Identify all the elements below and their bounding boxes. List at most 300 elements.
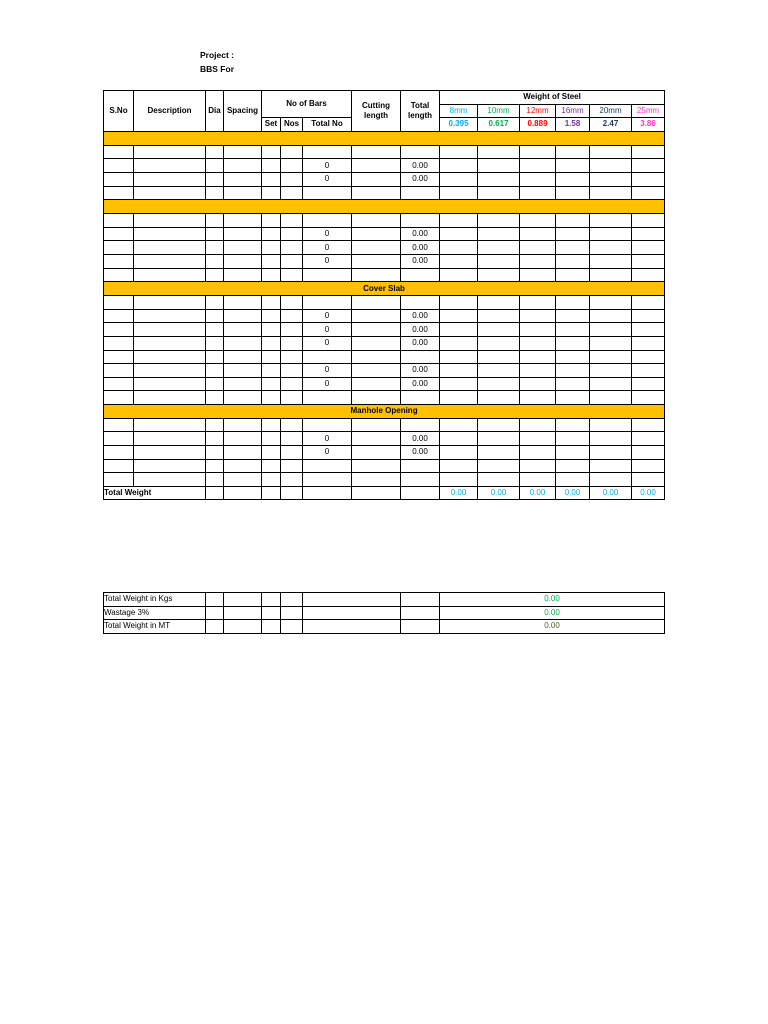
- cell[interactable]: [440, 350, 478, 364]
- header-weight-of-steel[interactable]: Weight of Steel: [440, 91, 665, 105]
- cell[interactable]: [352, 214, 401, 228]
- cell[interactable]: [224, 606, 262, 620]
- cell[interactable]: [224, 620, 262, 634]
- cell[interactable]: [520, 268, 556, 282]
- cell[interactable]: [262, 364, 281, 378]
- cell[interactable]: [478, 336, 520, 350]
- cell[interactable]: [104, 418, 134, 432]
- cell[interactable]: [104, 364, 134, 378]
- cell[interactable]: [352, 418, 401, 432]
- unit-weight-16mm[interactable]: 1.58: [556, 118, 590, 132]
- cell[interactable]: [262, 593, 281, 607]
- cell[interactable]: [590, 172, 632, 186]
- cell[interactable]: [401, 350, 440, 364]
- cell[interactable]: [224, 214, 262, 228]
- cell[interactable]: [478, 241, 520, 255]
- cell[interactable]: [440, 296, 478, 310]
- cell[interactable]: [224, 593, 262, 607]
- cell[interactable]: [206, 391, 224, 405]
- cell[interactable]: [401, 186, 440, 200]
- cell[interactable]: [520, 377, 556, 391]
- cell[interactable]: [104, 473, 134, 487]
- cell[interactable]: [281, 145, 303, 159]
- cell[interactable]: [352, 336, 401, 350]
- cell[interactable]: [281, 606, 303, 620]
- cell[interactable]: [206, 446, 224, 460]
- cell[interactable]: [224, 486, 262, 499]
- cell[interactable]: [206, 159, 224, 173]
- total-no-cell[interactable]: 0: [303, 241, 352, 255]
- unit-weight-8mm[interactable]: 0.395: [440, 118, 478, 132]
- cell[interactable]: [590, 432, 632, 446]
- cell[interactable]: [206, 486, 224, 499]
- cell[interactable]: [401, 473, 440, 487]
- summary-label[interactable]: Wastage 3%: [104, 606, 206, 620]
- cell[interactable]: [440, 391, 478, 405]
- cell[interactable]: [303, 606, 401, 620]
- summary-value[interactable]: 0.00: [440, 593, 665, 607]
- dia-size-20mm[interactable]: 20mm: [590, 104, 632, 118]
- cell[interactable]: [303, 418, 352, 432]
- cell[interactable]: [262, 296, 281, 310]
- cell[interactable]: [556, 446, 590, 460]
- cell[interactable]: [590, 186, 632, 200]
- cell[interactable]: [206, 241, 224, 255]
- cell[interactable]: [262, 268, 281, 282]
- cell[interactable]: [440, 145, 478, 159]
- cell[interactable]: [520, 254, 556, 268]
- cell[interactable]: [224, 364, 262, 378]
- total-no-cell[interactable]: 0: [303, 227, 352, 241]
- total-no-cell[interactable]: 0: [303, 254, 352, 268]
- cell[interactable]: [303, 593, 401, 607]
- cell[interactable]: [206, 364, 224, 378]
- cell[interactable]: [478, 391, 520, 405]
- cell[interactable]: [224, 473, 262, 487]
- cell[interactable]: [520, 350, 556, 364]
- cell[interactable]: [262, 418, 281, 432]
- cell[interactable]: [281, 254, 303, 268]
- cell[interactable]: [206, 309, 224, 323]
- cell[interactable]: [104, 159, 134, 173]
- cell[interactable]: [224, 145, 262, 159]
- cell[interactable]: [281, 268, 303, 282]
- cell[interactable]: [206, 323, 224, 337]
- cell[interactable]: [632, 323, 665, 337]
- cell[interactable]: [281, 486, 303, 499]
- cell[interactable]: [440, 323, 478, 337]
- cell[interactable]: [104, 459, 134, 473]
- cell[interactable]: [134, 145, 206, 159]
- cell[interactable]: [262, 486, 281, 499]
- cell[interactable]: [440, 254, 478, 268]
- cell[interactable]: [352, 446, 401, 460]
- cell[interactable]: [206, 227, 224, 241]
- cell[interactable]: [440, 446, 478, 460]
- cell[interactable]: [590, 377, 632, 391]
- cell[interactable]: [520, 364, 556, 378]
- cell[interactable]: [556, 432, 590, 446]
- cell[interactable]: [632, 227, 665, 241]
- cell[interactable]: [281, 186, 303, 200]
- cell[interactable]: [556, 364, 590, 378]
- cell[interactable]: [262, 446, 281, 460]
- cell[interactable]: [556, 418, 590, 432]
- cell[interactable]: [206, 459, 224, 473]
- cell[interactable]: [206, 377, 224, 391]
- cell[interactable]: [520, 446, 556, 460]
- cell[interactable]: [556, 268, 590, 282]
- cell[interactable]: [590, 159, 632, 173]
- cell[interactable]: [206, 268, 224, 282]
- cell[interactable]: [224, 459, 262, 473]
- cell[interactable]: [590, 446, 632, 460]
- cell[interactable]: [104, 377, 134, 391]
- cell[interactable]: [262, 336, 281, 350]
- cell[interactable]: [352, 296, 401, 310]
- cell[interactable]: [632, 350, 665, 364]
- cell[interactable]: [206, 473, 224, 487]
- total-length-cell[interactable]: 0.00: [401, 172, 440, 186]
- total-length-cell[interactable]: 0.00: [401, 323, 440, 337]
- cell[interactable]: [401, 418, 440, 432]
- cell[interactable]: [281, 473, 303, 487]
- cell[interactable]: [440, 227, 478, 241]
- cell[interactable]: [104, 172, 134, 186]
- cell[interactable]: [440, 186, 478, 200]
- cell[interactable]: [134, 364, 206, 378]
- cell[interactable]: [352, 350, 401, 364]
- cell[interactable]: [262, 172, 281, 186]
- dia-size-10mm[interactable]: 10mm: [478, 104, 520, 118]
- cell[interactable]: [352, 377, 401, 391]
- cell[interactable]: [478, 418, 520, 432]
- cell[interactable]: [262, 350, 281, 364]
- cell[interactable]: [104, 323, 134, 337]
- cell[interactable]: [303, 620, 401, 634]
- cell[interactable]: [440, 473, 478, 487]
- cell[interactable]: [352, 186, 401, 200]
- cell[interactable]: [134, 323, 206, 337]
- cell[interactable]: [401, 620, 440, 634]
- total-weight-label[interactable]: Total Weight: [104, 486, 206, 499]
- section-title[interactable]: Cover Slab: [104, 282, 665, 296]
- cell[interactable]: [104, 214, 134, 228]
- total-no-cell[interactable]: 0: [303, 377, 352, 391]
- cell[interactable]: [632, 391, 665, 405]
- unit-weight-20mm[interactable]: 2.47: [590, 118, 632, 132]
- total-length-cell[interactable]: 0.00: [401, 241, 440, 255]
- cell[interactable]: [352, 268, 401, 282]
- cell[interactable]: [224, 323, 262, 337]
- cell[interactable]: [590, 241, 632, 255]
- cell[interactable]: [590, 364, 632, 378]
- header-nos[interactable]: Nos: [281, 118, 303, 132]
- cell[interactable]: [303, 473, 352, 487]
- cell[interactable]: [134, 418, 206, 432]
- cell[interactable]: [262, 323, 281, 337]
- header-total-length[interactable]: Total length: [401, 91, 440, 132]
- cell[interactable]: [556, 309, 590, 323]
- cell[interactable]: [478, 172, 520, 186]
- cell[interactable]: [134, 159, 206, 173]
- cell[interactable]: [520, 309, 556, 323]
- cell[interactable]: [478, 159, 520, 173]
- total-length-cell[interactable]: 0.00: [401, 432, 440, 446]
- cell[interactable]: [478, 364, 520, 378]
- section-title[interactable]: [104, 131, 665, 145]
- header-set[interactable]: Set: [262, 118, 281, 132]
- cell[interactable]: [352, 391, 401, 405]
- cell[interactable]: [590, 227, 632, 241]
- unit-weight-25mm[interactable]: 3.86: [632, 118, 665, 132]
- total-length-cell[interactable]: 0.00: [401, 254, 440, 268]
- cell[interactable]: [478, 309, 520, 323]
- section-title[interactable]: Manhole Opening: [104, 404, 665, 418]
- cell[interactable]: [401, 268, 440, 282]
- cell[interactable]: [303, 296, 352, 310]
- cell[interactable]: [478, 459, 520, 473]
- cell[interactable]: [440, 418, 478, 432]
- cell[interactable]: [206, 254, 224, 268]
- cell[interactable]: [224, 446, 262, 460]
- cell[interactable]: [401, 459, 440, 473]
- cell[interactable]: [262, 432, 281, 446]
- total-no-cell[interactable]: 0: [303, 309, 352, 323]
- cell[interactable]: [134, 377, 206, 391]
- cell[interactable]: [520, 296, 556, 310]
- cell[interactable]: [224, 241, 262, 255]
- cell[interactable]: [440, 214, 478, 228]
- cell[interactable]: [556, 227, 590, 241]
- cell[interactable]: [281, 391, 303, 405]
- cell[interactable]: [632, 254, 665, 268]
- cell[interactable]: [632, 159, 665, 173]
- cell[interactable]: [440, 159, 478, 173]
- cell[interactable]: [262, 186, 281, 200]
- cell[interactable]: [262, 159, 281, 173]
- cell[interactable]: [556, 323, 590, 337]
- cell[interactable]: [352, 323, 401, 337]
- cell[interactable]: [401, 486, 440, 499]
- cell[interactable]: [206, 606, 224, 620]
- cell[interactable]: [478, 473, 520, 487]
- header-no-of-bars[interactable]: No of Bars: [262, 91, 352, 118]
- header-cutting-length[interactable]: Cutting length: [352, 91, 401, 132]
- cell[interactable]: [206, 593, 224, 607]
- cell[interactable]: [556, 350, 590, 364]
- cell[interactable]: [440, 172, 478, 186]
- total-weight-12mm[interactable]: 0.00: [520, 486, 556, 499]
- cell[interactable]: [134, 473, 206, 487]
- cell[interactable]: [590, 309, 632, 323]
- cell[interactable]: [281, 377, 303, 391]
- cell[interactable]: [478, 145, 520, 159]
- cell[interactable]: [590, 323, 632, 337]
- cell[interactable]: [590, 473, 632, 487]
- cell[interactable]: [224, 227, 262, 241]
- cell[interactable]: [556, 241, 590, 255]
- cell[interactable]: [104, 296, 134, 310]
- cell[interactable]: [262, 391, 281, 405]
- cell[interactable]: [632, 309, 665, 323]
- cell[interactable]: [104, 336, 134, 350]
- cell[interactable]: [206, 186, 224, 200]
- summary-value[interactable]: 0.00: [440, 620, 665, 634]
- cell[interactable]: [134, 172, 206, 186]
- cell[interactable]: [281, 350, 303, 364]
- cell[interactable]: [520, 227, 556, 241]
- cell[interactable]: [478, 323, 520, 337]
- cell[interactable]: [262, 214, 281, 228]
- cell[interactable]: [104, 254, 134, 268]
- cell[interactable]: [352, 159, 401, 173]
- cell[interactable]: [224, 159, 262, 173]
- summary-label[interactable]: Total Weight in MT: [104, 620, 206, 634]
- cell[interactable]: [632, 364, 665, 378]
- cell[interactable]: [440, 241, 478, 255]
- cell[interactable]: [281, 323, 303, 337]
- cell[interactable]: [281, 172, 303, 186]
- header-sno[interactable]: S.No: [104, 91, 134, 132]
- cell[interactable]: [104, 227, 134, 241]
- cell[interactable]: [520, 186, 556, 200]
- cell[interactable]: [104, 446, 134, 460]
- cell[interactable]: [134, 186, 206, 200]
- cell[interactable]: [224, 254, 262, 268]
- cell[interactable]: [440, 377, 478, 391]
- cell[interactable]: [281, 159, 303, 173]
- cell[interactable]: [440, 309, 478, 323]
- cell[interactable]: [262, 377, 281, 391]
- cell[interactable]: [104, 309, 134, 323]
- cell[interactable]: [401, 296, 440, 310]
- cell[interactable]: [224, 296, 262, 310]
- cell[interactable]: [520, 241, 556, 255]
- cell[interactable]: [401, 391, 440, 405]
- cell[interactable]: [590, 214, 632, 228]
- cell[interactable]: [352, 227, 401, 241]
- cell[interactable]: [281, 309, 303, 323]
- summary-value[interactable]: 0.00: [440, 606, 665, 620]
- cell[interactable]: [478, 254, 520, 268]
- cell[interactable]: [632, 473, 665, 487]
- cell[interactable]: [104, 241, 134, 255]
- cell[interactable]: [520, 214, 556, 228]
- cell[interactable]: [134, 459, 206, 473]
- cell[interactable]: [590, 418, 632, 432]
- cell[interactable]: [224, 268, 262, 282]
- cell[interactable]: [352, 254, 401, 268]
- cell[interactable]: [206, 214, 224, 228]
- cell[interactable]: [352, 459, 401, 473]
- cell[interactable]: [303, 459, 352, 473]
- cell[interactable]: [224, 432, 262, 446]
- cell[interactable]: [206, 336, 224, 350]
- total-no-cell[interactable]: 0: [303, 446, 352, 460]
- cell[interactable]: [224, 377, 262, 391]
- cell[interactable]: [590, 336, 632, 350]
- cell[interactable]: [206, 172, 224, 186]
- section-title[interactable]: [104, 200, 665, 214]
- cell[interactable]: [478, 350, 520, 364]
- cell[interactable]: [556, 377, 590, 391]
- cell[interactable]: [556, 459, 590, 473]
- cell[interactable]: [590, 459, 632, 473]
- cell[interactable]: [134, 309, 206, 323]
- cell[interactable]: [352, 486, 401, 499]
- cell[interactable]: [632, 459, 665, 473]
- cell[interactable]: [262, 473, 281, 487]
- cell[interactable]: [281, 241, 303, 255]
- cell[interactable]: [262, 459, 281, 473]
- cell[interactable]: [556, 336, 590, 350]
- total-no-cell[interactable]: 0: [303, 364, 352, 378]
- cell[interactable]: [134, 214, 206, 228]
- cell[interactable]: [224, 309, 262, 323]
- cell[interactable]: [632, 268, 665, 282]
- cell[interactable]: [478, 186, 520, 200]
- cell[interactable]: [281, 418, 303, 432]
- cell[interactable]: [556, 186, 590, 200]
- cell[interactable]: [590, 268, 632, 282]
- total-weight-20mm[interactable]: 0.00: [590, 486, 632, 499]
- cell[interactable]: [104, 391, 134, 405]
- cell[interactable]: [556, 296, 590, 310]
- dia-size-12mm[interactable]: 12mm: [520, 104, 556, 118]
- cell[interactable]: [262, 254, 281, 268]
- cell[interactable]: [632, 296, 665, 310]
- cell[interactable]: [303, 391, 352, 405]
- cell[interactable]: [134, 336, 206, 350]
- cell[interactable]: [556, 172, 590, 186]
- cell[interactable]: [206, 418, 224, 432]
- cell[interactable]: [104, 145, 134, 159]
- cell[interactable]: [632, 432, 665, 446]
- cell[interactable]: [303, 350, 352, 364]
- cell[interactable]: [632, 172, 665, 186]
- cell[interactable]: [556, 159, 590, 173]
- cell[interactable]: [262, 241, 281, 255]
- cell[interactable]: [303, 214, 352, 228]
- cell[interactable]: [104, 432, 134, 446]
- unit-weight-12mm[interactable]: 0.889: [520, 118, 556, 132]
- dia-size-16mm[interactable]: 16mm: [556, 104, 590, 118]
- cell[interactable]: [352, 309, 401, 323]
- cell[interactable]: [478, 268, 520, 282]
- cell[interactable]: [303, 268, 352, 282]
- cell[interactable]: [632, 418, 665, 432]
- cell[interactable]: [520, 391, 556, 405]
- cell[interactable]: [262, 227, 281, 241]
- cell[interactable]: [134, 432, 206, 446]
- cell[interactable]: [262, 145, 281, 159]
- dia-size-8mm[interactable]: 8mm: [440, 104, 478, 118]
- cell[interactable]: [206, 350, 224, 364]
- cell[interactable]: [281, 432, 303, 446]
- total-weight-16mm[interactable]: 0.00: [556, 486, 590, 499]
- cell[interactable]: [632, 336, 665, 350]
- cell[interactable]: [590, 391, 632, 405]
- cell[interactable]: [632, 241, 665, 255]
- cell[interactable]: [262, 309, 281, 323]
- cell[interactable]: [281, 446, 303, 460]
- cell[interactable]: [352, 364, 401, 378]
- cell[interactable]: [520, 145, 556, 159]
- cell[interactable]: [590, 350, 632, 364]
- cell[interactable]: [134, 227, 206, 241]
- total-length-cell[interactable]: 0.00: [401, 309, 440, 323]
